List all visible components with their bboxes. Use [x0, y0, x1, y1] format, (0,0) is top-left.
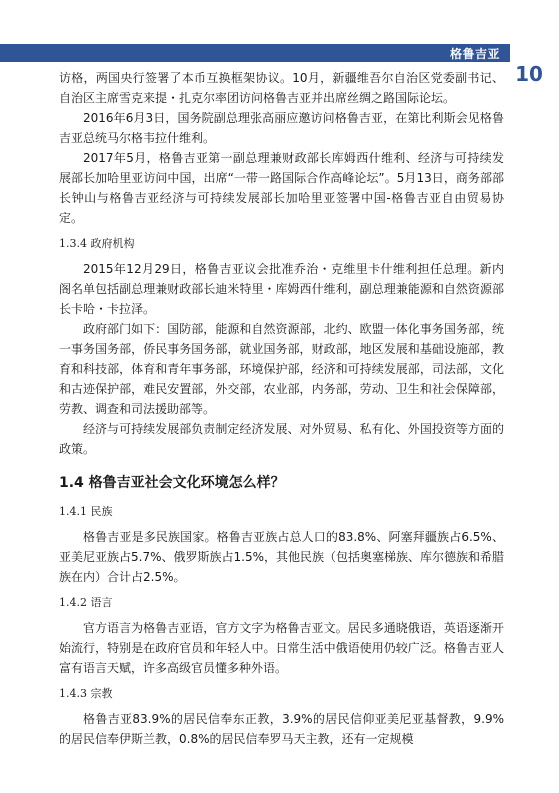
paragraph: 经济与可持续发展部负责制定经济发展、对外贸易、私有化、外国投资等方面的政策。: [59, 422, 504, 456]
chapter-heading: 1.4 格鲁吉亚社会文化环境怎么样？: [59, 475, 285, 491]
section-heading: 1.4.3 宗教: [59, 687, 113, 700]
page-number: 10: [515, 62, 543, 86]
paragraph: 访格，两国央行签署了本币互换框架协议。10月，新疆维吾尔自治区党委副书记、自治区主席雪克来提・扎克尔率团访问格鲁吉亚并出席丝绸之路国际论坛。: [59, 71, 504, 105]
page-body: [59, 68, 504, 749]
page-header-bar: [0, 44, 510, 62]
section-heading: 1.3.4 政府机构: [59, 237, 135, 250]
paragraph: 2016年6月3日，国务院副总理张高丽应邀访问格鲁吉亚，在第比利斯会见格鲁吉亚总统马尔格韦拉什维利。: [59, 111, 504, 145]
paragraph: 格鲁吉亚是多民族国家。格鲁吉亚族占总人口的83.8%、阿塞拜疆族占6.5%、亚美尼亚族占5.7%、俄罗斯族占1.5%，其他民族（包括奥塞梯族、库尔德族和希腊族在内）合计占2.5%。: [59, 530, 504, 584]
paragraph: 政府部门如下：国防部，能源和自然资源部，北约、欧盟一体化事务国务部，统一事务国务部，侨民事务国务部，就业国务部，财政部，地区发展和基础设施部，教育和科技部，体育和青年事务部，环境保护部，经济和可持续发展部，司法部，文化和古迹保护部，难民安置部，外交部，农业部，内务部，劳动、卫生和社会保障部，劳教、调查和司法援助部等。: [59, 322, 504, 416]
paragraph: 官方语言为格鲁吉亚语，官方文字为格鲁吉亚文。居民多通晓俄语，英语逐渐开始流行，特别是在政府官员和年轻人中。日常生活中俄语使用仍较广泛。格鲁吉亚人富有语言天赋，许多高级官员懂多种外语。: [59, 621, 504, 675]
running-title: 格鲁吉亚: [449, 46, 500, 61]
paragraph: 2017年5月，格鲁吉亚第一副总理兼财政部长库姆西什维利、经济与可持续发展部长加哈里亚访问中国，出席“一带一路国际合作高峰论坛”。5月13日，商务部部长钟山与格鲁吉亚经济与可持续发展部长加哈里亚签署中国-格鲁吉亚自由贸易协定。: [59, 151, 504, 225]
section-heading: 1.4.1 民族: [59, 505, 113, 518]
section-heading: 1.4.2 语言: [59, 596, 113, 609]
paragraph: 格鲁吉亚83.9%的居民信奉东正教，3.9%的居民信仰亚美尼亚基督教，9.9%的居民信奉伊斯兰教，0.8%的居民信奉罗马天主教，还有一定规模: [59, 712, 504, 746]
paragraph: 2015年12月29日，格鲁吉亚议会批准乔治・克维里卡什维利担任总理。新内阁名单包括副总理兼财政部长迪米特里・库姆西什维利，副总理兼能源和自然资源部长卡哈・卡拉泽。: [59, 262, 504, 316]
